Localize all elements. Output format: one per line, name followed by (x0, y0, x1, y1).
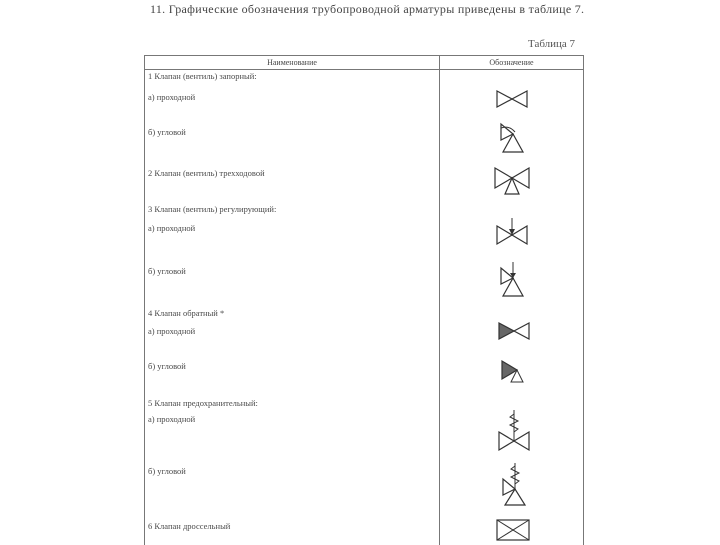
check-angle-valve-icon (499, 358, 525, 384)
throttle-valve-icon (495, 518, 531, 542)
row-label-shutoff-valve: 1 Клапан (вентиль) запорный: (148, 71, 257, 81)
row-label-check-angle: б) угловой (148, 361, 186, 371)
row-label-regulating-angle: б) угловой (148, 266, 186, 276)
regulating-angle-valve-icon (497, 262, 527, 298)
row-label-regulating-straight: а) проходной (148, 223, 196, 233)
regulating-straight-valve-icon (495, 216, 529, 246)
row-label-check-straight: а) проходной (148, 326, 196, 336)
header-symbol: Обозначение (489, 58, 534, 67)
row-label-regulating-valve: 3 Клапан (вентиль) регулирующий: (148, 204, 277, 214)
row-label-throttle: 6 Клапан дроссельный (148, 521, 231, 531)
row-label-shutoff-angle: б) угловой (148, 127, 186, 137)
row-label-shutoff-straight: а) проходной (148, 92, 196, 102)
row-label-safety-angle: б) угловой (148, 466, 186, 476)
angle-valve-icon (497, 122, 527, 156)
row-label-safety-straight: а) проходной (148, 414, 196, 424)
document-heading: 11. Графические обозначения трубопроводной арматуры приведены в таблице 7. (150, 2, 585, 16)
row-label-three-way: 2 Клапан (вентиль) трехходовой (148, 168, 265, 178)
symbols-table (144, 55, 584, 545)
table-caption: Таблица 7 (528, 38, 576, 50)
row-label-check-valve: 4 Клапан обратный * (148, 308, 225, 318)
safety-angle-valve-icon (499, 461, 529, 507)
table-header (145, 56, 583, 70)
header-name: Наименование (267, 58, 317, 67)
column-divider (439, 56, 440, 545)
check-straight-valve-icon (497, 320, 531, 342)
three-way-valve-icon (493, 164, 531, 196)
row-label-safety-valve: 5 Клапан предохранительный: (148, 398, 258, 408)
straight-valve-icon (495, 88, 529, 110)
safety-straight-valve-icon (497, 408, 531, 452)
